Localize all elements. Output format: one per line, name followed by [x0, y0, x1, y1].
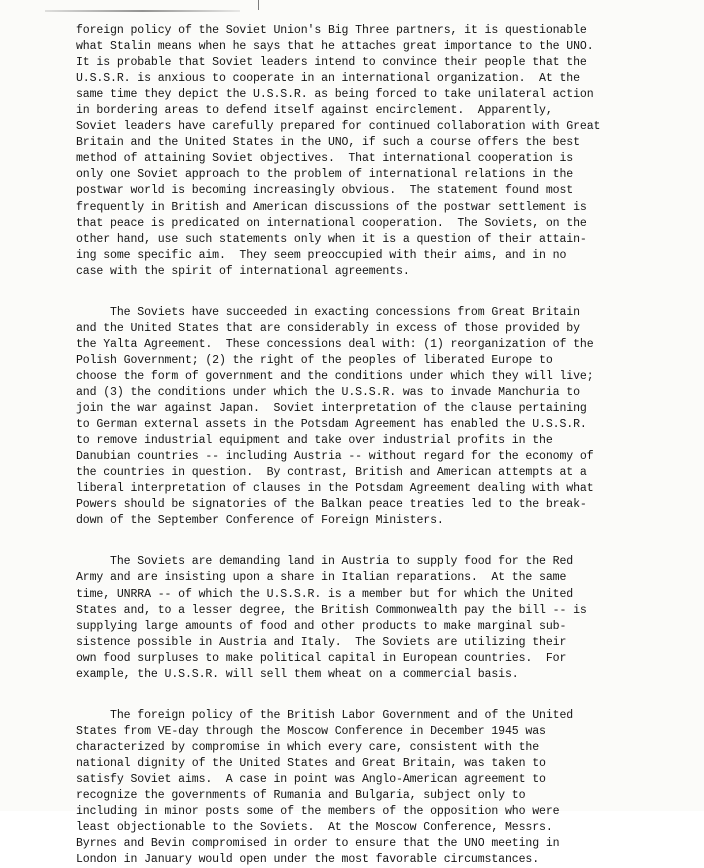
text-line: It is probable that Soviet leaders intend to convince their people that the — [76, 56, 587, 70]
text-line: postwar world is becoming increasingly obvious. The statement found most — [76, 184, 574, 198]
paragraph-4 — [76, 708, 666, 868]
scan-artifact-line — [45, 10, 240, 12]
text-line: to German external assets in the Potsdam Agreement has enabled the U.S.S.R. — [76, 418, 587, 432]
text-line: Polish Government; (2) the right of the peoples of liberated Europe to — [76, 353, 553, 367]
text-line: States from VE-day through the Moscow Conference in December 1945 was — [76, 724, 546, 738]
text-line: the countries in question. By contrast, British and American attempts at a — [76, 466, 587, 480]
text-line: Danubian countries -- including Austria -- without regard for the economy of — [76, 450, 594, 464]
text-line: Byrnes and Bevin compromised in order to ensure that the UNO meeting in — [76, 837, 560, 851]
text-line: time, UNRRA -- of which the U.S.S.R. is a member but for which the United — [76, 587, 574, 601]
text-line: satisfy Soviet aims. A case in point was Anglo-American agreement to — [76, 772, 546, 786]
paragraph-gap — [76, 280, 666, 305]
paragraph-3 — [76, 554, 666, 682]
paragraph-1 — [76, 23, 666, 280]
text-line: join the war against Japan. Soviet interpretation of the clause pertaining — [76, 402, 587, 416]
document-body — [76, 23, 666, 868]
text-line: frequently in British and American discussions of the postwar settlement is — [76, 200, 587, 214]
text-line: choose the form of government and the conditions under which they will live; — [76, 369, 594, 383]
text-line: what Stalin means when he says that he attaches great importance to the UNO. — [76, 40, 594, 54]
text-line: supplying large amounts of food and other products to make marginal sub- — [76, 619, 567, 633]
text-line: Soviet leaders have carefully prepared for continued collaboration with Great — [76, 120, 601, 134]
text-line: U.S.S.R. is anxious to cooperate in an international organization. At the — [76, 72, 580, 86]
paragraph-2 — [76, 305, 666, 530]
text-line: Britain and the United States in the UNO, if such a course offers the best — [76, 136, 580, 150]
text-line: States and, to a lesser degree, the British Commonwealth pay the bill -- is — [76, 603, 587, 617]
paragraph-gap — [76, 683, 666, 708]
text-line: liberal interpretation of clauses in the Potsdam Agreement dealing with what — [76, 482, 594, 496]
text-line: The Soviets have succeeded in exacting concessions from Great Britain — [76, 305, 580, 319]
text-line: characterized by compromise in which every care, consistent with the — [76, 740, 540, 754]
text-line: ing some specific aim. They seem preoccupied with their aims, and in no — [76, 248, 567, 262]
scan-artifact-tick — [258, 0, 259, 10]
text-line: national dignity of the United States and Great Britain, was taken to — [76, 756, 546, 770]
text-line: Army and are insisting upon a share in Italian reparations. At the same — [76, 571, 567, 585]
text-line: and the United States that are considerably in excess of those provided by — [76, 321, 580, 335]
text-line: The Soviets are demanding land in Austria to supply food for the Red — [76, 555, 574, 569]
text-line: least objectionable to the Soviets. At the Moscow Conference, Messrs. — [76, 821, 553, 835]
paragraph-gap — [76, 529, 666, 554]
text-line: The foreign policy of the British Labor Government and of the United — [76, 708, 574, 722]
text-line: same time they depict the U.S.S.R. as being forced to take unilateral action — [76, 88, 594, 102]
text-line: that peace is predicated on international cooperation. The Soviets, on the — [76, 216, 587, 230]
text-line: own food surpluses to make political capital in European countries. For — [76, 651, 567, 665]
text-line: other hand, use such statements only when it is a question of their attain- — [76, 232, 587, 246]
text-line: foreign policy of the Soviet Union's Big Three partners, it is questionable — [76, 24, 587, 37]
text-line: only one Soviet approach to the problem of international relations in the — [76, 168, 574, 182]
text-line: to remove industrial equipment and take over industrial profits in the — [76, 434, 553, 448]
text-line: down of the September Conference of Foreign Ministers. — [76, 514, 444, 528]
text-line: in bordering areas to defend itself against encirclement. Apparently, — [76, 104, 553, 118]
text-line: case with the spirit of international agreements. — [76, 264, 410, 278]
text-line: sistence possible in Austria and Italy. The Soviets are utilizing their — [76, 635, 567, 649]
text-line: including in minor posts some of the members of the opposition who were — [76, 805, 560, 819]
text-line: London in January would open under the most favorable circumstances. — [76, 853, 540, 867]
text-line: recognize the governments of Rumania and Bulgaria, subject only to — [76, 789, 526, 803]
text-line: Powers should be signatories of the Balkan peace treaties led to the break- — [76, 498, 587, 512]
text-line: example, the U.S.S.R. will sell them wheat on a commercial basis. — [76, 667, 519, 681]
text-line: the Yalta Agreement. These concessions deal with: (1) reorganization of the — [76, 337, 594, 351]
text-line: and (3) the conditions under which the U.S.S.R. was to invade Manchuria to — [76, 385, 580, 399]
text-line: method of attaining Soviet objectives. That international cooperation is — [76, 152, 574, 166]
